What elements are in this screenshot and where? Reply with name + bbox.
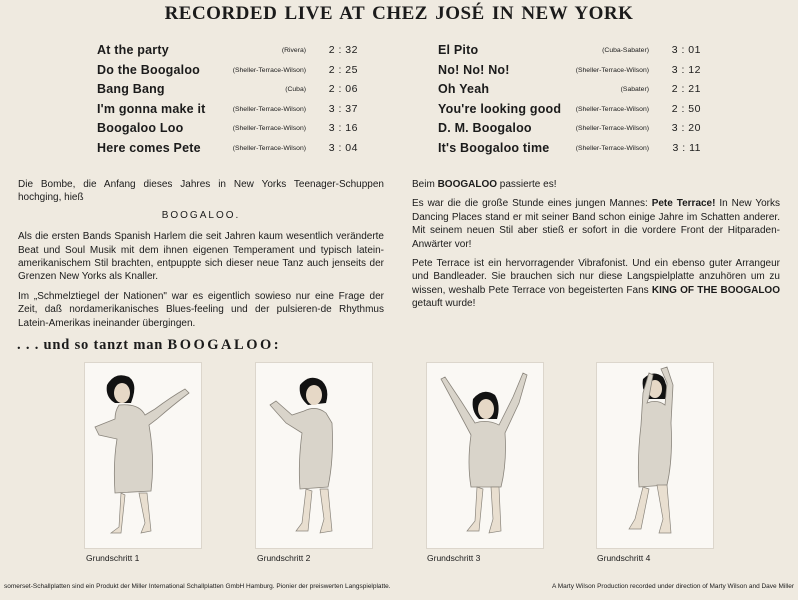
track-duration: 2 : 25 [328,63,358,76]
dance-heading-text: . . . und so tanzt man [17,337,168,353]
tracklist-right [438,43,703,161]
liner-bold-text: Pete Terrace! [651,198,716,210]
track-row [438,102,703,122]
photo-caption-4: Grundschritt 4 [597,553,651,563]
dance-heading-word: BOOGALOO: [167,337,282,353]
track-row [97,102,372,122]
track-credit: (Sheller-Terrace-Wilson) [232,125,306,133]
track-credit: (Sheller-Terrace-Wilson) [575,66,649,74]
track-credit: (Sheller-Terrace-Wilson) [575,125,649,133]
track-duration: 3 : 37 [328,102,358,115]
tracklist-left [97,43,372,161]
liner-paragraph: Die Bombe, die Anfang dieses Jahres in New Yorks Teenager-Schuppen hochging, hieß [18,179,384,204]
track-row [438,82,703,102]
track-duration: 2 : 21 [671,83,701,96]
track-credit: (Sheller-Terrace-Wilson) [575,105,649,113]
dance-heading [17,337,281,354]
track-row [97,43,372,63]
dance-photo-1 [84,362,202,549]
track-name: Boogaloo Loo [97,121,184,136]
liner-notes-left [18,178,384,336]
track-duration: 3 : 01 [671,44,701,56]
liner-notes-right [412,178,780,317]
track-row [438,63,703,83]
liner-paragraph [412,178,780,191]
liner-paragraph [412,197,780,251]
track-duration: 2 : 06 [328,83,358,96]
track-name: At the party [97,43,169,57]
track-duration: 3 : 11 [672,141,701,154]
track-name: Oh Yeah [438,82,490,97]
track-row [97,63,372,83]
liner-paragraph [412,257,780,311]
liner-text: getauft wurde! [412,298,476,310]
track-credit: (Sheller-Terrace-Wilson) [232,105,306,113]
footer-publisher: somerset-Schallplatten sind ein Produkt der Miller International Schallplatten GmbH Hamburg. Pionier der preiswerten Langspielplatte. [4,583,391,590]
track-row [97,141,372,161]
liner-boogaloo-word: BOOGALOO. [161,209,241,221]
footer-production: A Marty Wilson Production recorded under direction of Marty Wilson and Dave Miller [551,583,794,590]
track-duration: 2 : 50 [671,102,701,115]
track-row [438,141,703,161]
track-credit: (Cuba-Sabater) [602,47,649,54]
liner-paragraph: Als die ersten Bands Spanish Harlem die seit Jahren kaum wesentlich veränderte Beat und Soul Musik mit dem ihnen eigenen Temperament und typisch latein-amerikanischem Stil brachten, entpuppte sich dieser neue Tanz auch jenseits der Grenzen New Yorks als Knaller. [18,231,384,283]
liner-text: In New Yorks Dancing Places stand er mit seiner Band schon einige Jahre im Schatten anderer. Mit seinem neuen Stil aber stieß er sofort in die vordere Front der Hitparaden-Anwärter vor! [412,198,780,250]
track-row [97,121,372,141]
track-name: It's Boogaloo time [438,140,550,155]
track-credit: (Cuba) [285,86,306,94]
track-credit: (Sabater) [620,86,649,94]
track-name: No! No! No! [438,62,510,77]
dance-photo-3 [426,362,544,549]
liner-bold-text: BOOGALOO [437,179,498,190]
dance-photo-4 [596,362,714,549]
track-duration: 3 : 04 [328,141,358,154]
liner-text: passierte es! [497,179,557,190]
track-name: D. M. Boogaloo [438,121,532,136]
track-row [97,82,372,102]
photo-caption-2: Grundschritt 2 [257,553,311,563]
track-credit: (Sheller-Terrace-Wilson) [232,66,306,74]
track-duration: 2 : 32 [328,44,358,56]
dance-photo-2 [255,362,373,549]
liner-paragraph: Im „Schmelztiegel der Nationen" war es eigentlich sowieso nur eine Frage der Zeit, daß nordamerikanisches Blues-feeling und der pulsieren-de Rhythmus Latein-Amerikas ineinander übergingen. [18,290,384,329]
album-title: RECORDED LIVE AT CHEZ JOSÉ IN NEW YORK [164,3,634,24]
track-credit: (Rivera) [281,47,306,54]
liner-bold-text: KING OF THE BOOGALOO [651,284,780,296]
track-credit: (Sheller-Terrace-Wilson) [232,144,306,152]
liner-text: Pete Terrace ist ein hervorragender Vibrafonist. Und ein ebenso guter Arrangeur und Bandleader. Sie brauchen sich nur diese Langspielplatte anzuhören um zu wissen, weshalb Pete Terrace von begeisterten Fans [412,258,780,296]
liner-text: Es war die die große Stunde eines jungen Mannes: [412,198,652,210]
track-duration: 3 : 20 [671,122,701,135]
track-name: Bang Bang [97,82,165,97]
track-name: I'm gonna make it [97,101,206,116]
track-name: Do the Boogaloo [97,62,200,77]
photo-caption-3: Grundschritt 3 [427,553,481,563]
track-row [438,121,703,141]
track-row [438,43,703,63]
liner-text: Beim [412,179,438,190]
track-name: You're looking good [438,101,562,116]
photo-caption-1: Grundschritt 1 [86,553,140,563]
track-credit: (Sheller-Terrace-Wilson) [575,144,649,152]
track-name: Here comes Pete [97,140,201,155]
track-duration: 3 : 12 [671,63,701,76]
track-name: El Pito [438,43,479,57]
track-duration: 3 : 16 [328,122,358,135]
